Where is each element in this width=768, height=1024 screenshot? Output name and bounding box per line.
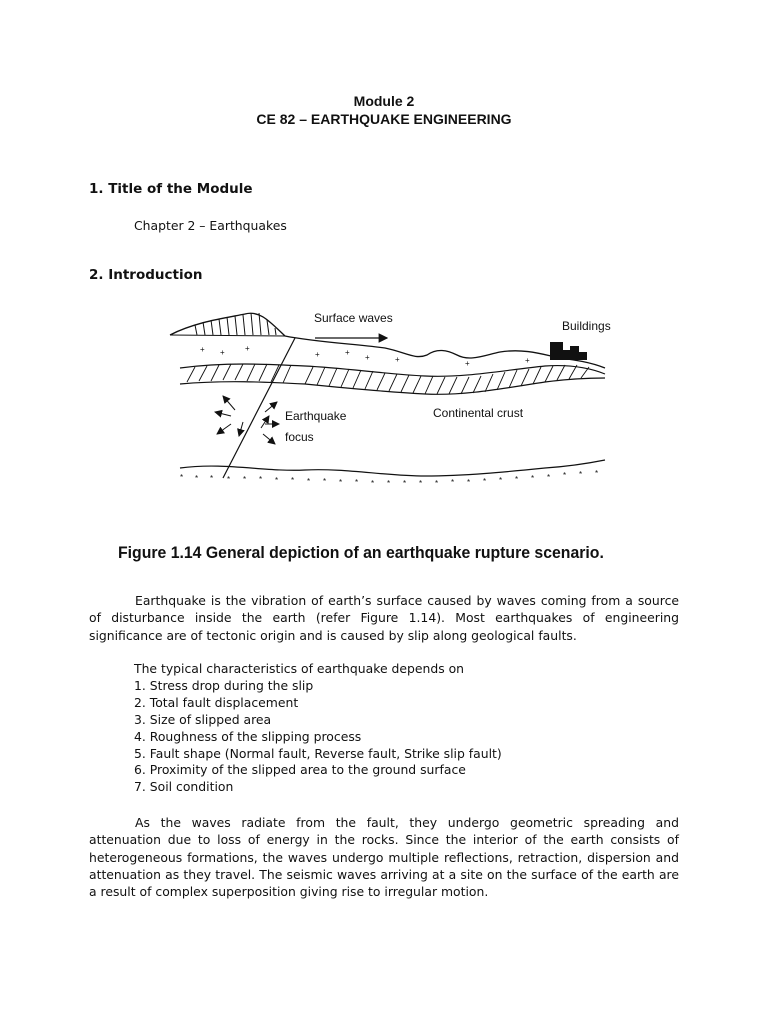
svg-text:*: * <box>387 479 391 488</box>
focus-label: focus <box>285 430 314 444</box>
svg-text:*: * <box>531 474 535 483</box>
svg-text:*: * <box>515 475 519 484</box>
surface-waves-label: Surface waves <box>314 311 393 325</box>
svg-text:+: + <box>315 350 320 359</box>
svg-text:*: * <box>210 474 214 483</box>
svg-text:+: + <box>465 359 470 368</box>
svg-text:*: * <box>339 478 343 487</box>
svg-text:+: + <box>220 348 225 357</box>
svg-text:*: * <box>371 479 375 488</box>
module-number: Module 2 <box>353 93 415 109</box>
buildings-icon <box>550 342 587 360</box>
svg-text:*: * <box>499 476 503 485</box>
waves-paragraph <box>89 814 679 900</box>
intro-paragraph-text: Earthquake is the vibration of earth’s surface caused by waves coming from a source of disturbance inside the earth (refer Figure 1.14). Most earthquakes of engineering significance are of tectonic origin and is caused by slip along geological faults. <box>89 593 679 643</box>
svg-text:*: * <box>547 473 551 482</box>
svg-text:*: * <box>563 471 567 480</box>
chapter-title: Chapter 2 – Earthquakes <box>134 218 287 233</box>
figure-caption: Figure 1.14 General depiction of an earthquake rupture scenario. <box>118 543 604 562</box>
svg-text:*: * <box>403 479 407 488</box>
list-item: 5. Fault shape (Normal fault, Reverse fault, Strike slip fault) <box>134 745 502 761</box>
svg-text:*: * <box>259 475 263 484</box>
lower-boundary <box>180 460 605 476</box>
svg-text:*: * <box>355 478 359 487</box>
lower-boundary-markers <box>180 469 598 488</box>
svg-text:*: * <box>419 479 423 488</box>
svg-text:*: * <box>579 470 583 479</box>
characteristics-list <box>134 661 674 796</box>
earthquake-label: Earthquake <box>285 409 347 423</box>
svg-text:+: + <box>345 348 350 357</box>
section-2-heading: 2. Introduction <box>89 267 203 283</box>
hill-hatching <box>195 313 276 335</box>
svg-text:*: * <box>227 475 231 484</box>
hatched-band-top <box>180 364 605 376</box>
list-item: 6. Proximity of the slipped area to the ground surface <box>134 762 466 778</box>
intro-paragraph <box>89 592 679 644</box>
svg-text:*: * <box>435 479 439 488</box>
svg-text:*: * <box>243 475 247 484</box>
band-hatching <box>187 364 589 394</box>
svg-text:+: + <box>200 345 205 354</box>
buildings-label: Buildings <box>562 319 611 333</box>
svg-text:*: * <box>323 477 327 486</box>
list-item: 1. Stress drop during the slip <box>134 677 314 693</box>
list-item: 7. Soil condition <box>134 779 234 795</box>
hatched-band-bottom <box>180 378 605 394</box>
list-item: 4. Roughness of the slipping process <box>134 728 362 744</box>
radiating-wave-arrows <box>215 396 279 444</box>
waves-paragraph-text: As the waves radiate from the fault, they undergo geometric spreading and attenuation due to loss of energy in the rocks. Since the interior of the earth consists of heterogeneous formations, the waves undergo multiple reflections, retraction, dispersion and attenuation as they travel. The seismic waves arriving at a site on the surface of the earth are a result of complex superposition giving rise to irregular motion. <box>89 815 679 900</box>
svg-text:*: * <box>275 476 279 485</box>
list-intro: The typical characteristics of earthquake depends on <box>134 661 465 676</box>
svg-text:+: + <box>395 355 400 364</box>
svg-text:+: + <box>245 344 250 353</box>
svg-text:*: * <box>307 477 311 486</box>
svg-text:*: * <box>195 474 199 483</box>
svg-text:*: * <box>291 476 295 485</box>
list-item: 2. Total fault displacement <box>134 694 299 710</box>
svg-text:+: + <box>365 353 370 362</box>
earthquake-rupture-figure <box>165 300 620 495</box>
course-title: CE 82 – EARTHQUAKE ENGINEERING <box>256 111 512 127</box>
svg-text:*: * <box>595 469 599 478</box>
svg-text:+: + <box>525 356 530 365</box>
svg-text:*: * <box>483 477 487 486</box>
continental-crust-label: Continental crust <box>433 406 524 420</box>
list-item: 3. Size of slipped area <box>134 711 272 727</box>
svg-text:*: * <box>467 478 471 487</box>
section-1-heading: 1. Title of the Module <box>89 181 253 197</box>
svg-text:*: * <box>451 478 455 487</box>
svg-text:*: * <box>180 473 184 482</box>
